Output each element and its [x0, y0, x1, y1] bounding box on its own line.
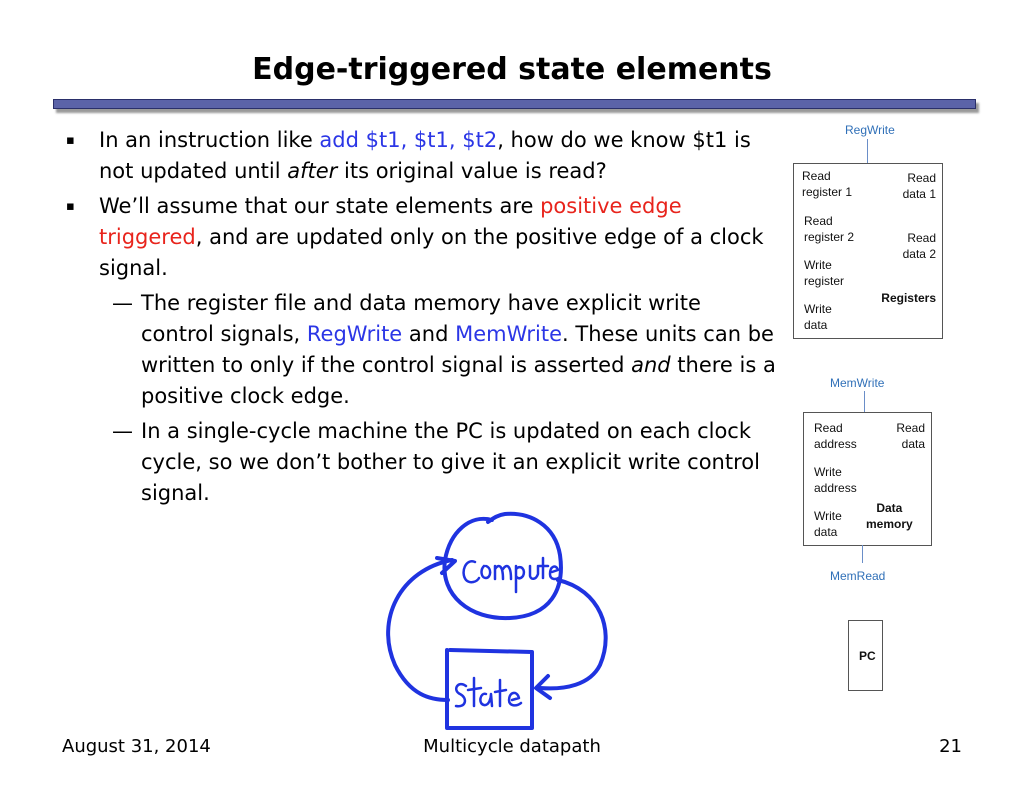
memwrite-term: MemWrite	[455, 322, 563, 346]
memory-write-data-port: Write data	[814, 509, 842, 539]
sub-bullet-1-text: The register file and data memory have explicit write control signals,	[141, 291, 701, 346]
pc-label: PC	[859, 649, 876, 663]
bullet-1-text-2: , how do we know $t1 is not updated until	[99, 128, 751, 183]
read-register-1-port: Read register 1	[802, 169, 853, 199]
state-word	[456, 678, 521, 706]
slide-title: Edge-triggered state elements	[252, 52, 772, 87]
memwrite-signal-label: MemWrite	[830, 376, 885, 390]
memread-signal-label: MemRead	[830, 569, 886, 583]
data-memory-name: Data memory	[866, 501, 913, 531]
registers-name: Registers	[881, 291, 936, 305]
bullet-marker: ▪	[66, 199, 75, 214]
read-address-port: Read address	[814, 421, 857, 451]
sub-bullet-1-and: and	[402, 322, 456, 346]
regwrite-signal-label: RegWrite	[845, 123, 895, 137]
footer-topic: Multicycle datapath	[423, 736, 601, 757]
footer-page-number: 21	[939, 736, 962, 757]
bullet-1-text: In an instruction like	[99, 128, 320, 152]
state-box	[447, 650, 532, 728]
write-address-port: Write address	[814, 465, 857, 495]
dash-marker: —	[112, 419, 133, 443]
dash-marker: —	[112, 291, 133, 315]
sub-bullet-2-text: In a single-cycle machine the PC is updated on each clock cycle, so we don’t bother to give it an explicit write control signal.	[141, 419, 760, 505]
bullet-marker: ▪	[66, 133, 75, 148]
bullet-2-text-2: , and are updated only on the positive edge of a clock signal.	[99, 225, 764, 280]
left-arc	[388, 560, 452, 700]
edge-triggered-highlight: positive edge triggered	[99, 194, 682, 249]
bullet-1-text-3: its original value is read?	[337, 159, 607, 183]
right-arc	[540, 580, 606, 688]
bullet-1-emphasis: after	[287, 159, 338, 183]
instruction-code: add $t1, $t1, $t2	[319, 128, 498, 152]
register-write-data-port: Write data	[804, 302, 832, 332]
sub-bullet-1-emphasis: and	[631, 353, 671, 377]
footer-date: August 31, 2014	[62, 736, 211, 757]
read-register-2-port: Read register 2	[804, 214, 855, 244]
compute-word	[464, 558, 560, 592]
read-data-2-port: Read data 2	[902, 231, 936, 261]
bullet-2-text: We’ll assume that our state elements are	[99, 194, 541, 218]
read-data-1-port: Read data 1	[902, 171, 936, 201]
sub-bullet-1-text-2: . These units can be written to only if the control signal is asserted	[141, 322, 774, 377]
write-register-port: Write register	[804, 258, 845, 288]
read-data-port: Read data	[896, 421, 925, 451]
sub-bullet-1-text-3: there is a positive clock edge.	[141, 353, 776, 408]
regwrite-term: RegWrite	[306, 322, 403, 346]
